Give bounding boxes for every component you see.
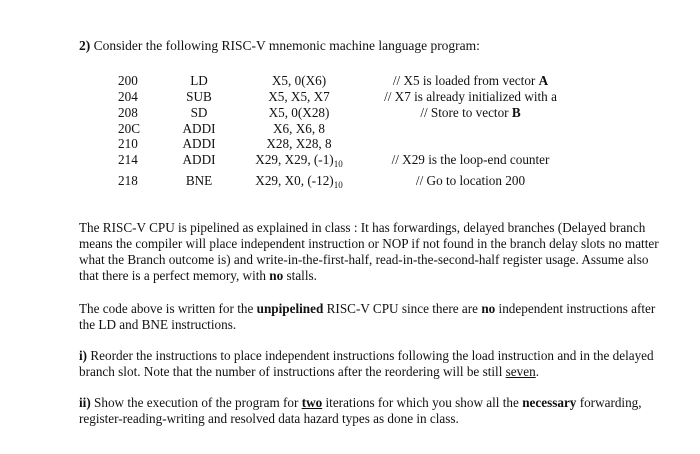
program-row-operands: X5, X5, X7 [268, 89, 330, 104]
program-row-operands: X6, X6, 8 [272, 121, 326, 136]
program-row-address: 218 [118, 173, 138, 188]
program-row-address: 204 [118, 89, 138, 104]
program-row-opcode: BNE [185, 173, 213, 188]
question-number: 2) [79, 38, 91, 53]
question-heading [79, 38, 480, 54]
program-row-operands: X5, 0(X6) [271, 73, 327, 88]
program-row-operands: X28, X28, 8 [266, 136, 332, 151]
program-row-address: 20C [118, 121, 140, 136]
pipeline-description-paragraph: The RISC-V CPU is pipelined as explained in class : It has forwardings, delayed branches (Delayed branch means the compiler will place independent instruction or NOP if not found in the branch delay slots no matter what the Branch outcome is) and write-in-the-first-half, read-in-the-second-half register usage. Assume also that there is a perfect memory, with no stalls. [79, 220, 659, 283]
program-row-operands: X29, X29, $(-1)_{10}$ [255, 152, 343, 169]
program-row-comment: // Store to vector B [420, 105, 521, 120]
program-row-address: 208 [118, 105, 138, 120]
program-row-opcode: LD [190, 73, 208, 88]
program-row-operands: X5, 0(X28) [268, 105, 330, 120]
part-ii-question: ii) Show the execution of the program for two iterations for which you show all the necessary forwarding, register-reading-writing and resolved data hazard types as done in class. [79, 395, 642, 426]
program-row-comment: // X5 is loaded from vector A [392, 73, 549, 88]
program-row-opcode: ADDI [182, 152, 216, 167]
program-row-operands: X29, X0, $(-12)_{10}$ [255, 173, 343, 190]
program-row-comment: // Go to location 200 [415, 173, 526, 188]
program-row-comment: // X29 is the loop-end counter [391, 152, 550, 167]
question-text: Consider the following RISC-V mnemonic machine language program: [93, 38, 480, 53]
program-row-address: 210 [118, 136, 138, 151]
program-row-address: 200 [118, 73, 138, 88]
program-row-opcode: SD [190, 105, 208, 120]
program-row-address: 214 [118, 152, 138, 167]
unpipelined-note-paragraph: The code above is written for the unpipelined RISC-V CPU since there are no independent instructions after the LD and BNE instructions. [79, 301, 656, 332]
program-row-opcode: SUB [186, 89, 212, 104]
part-i-question: i) Reorder the instructions to place independent instructions following the load instruction and in the delayed branch slot. Note that the number of instructions after the reordering will be still seven. [79, 348, 654, 379]
program-row-opcode: ADDI [182, 121, 216, 136]
program-row-comment: // X7 is already initialized with a [384, 89, 557, 104]
program-row-opcode: ADDI [182, 136, 216, 151]
